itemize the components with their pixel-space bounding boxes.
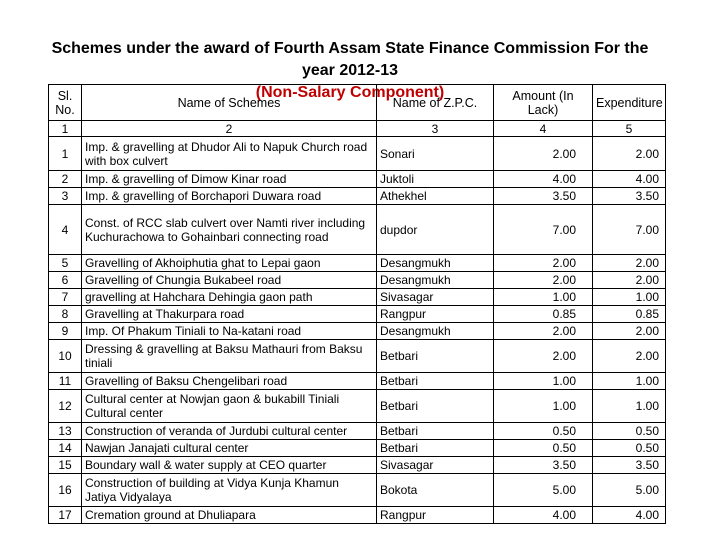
row-amount: 4.00 [494,171,593,188]
row-zpc-name: Sonari [377,137,494,171]
table-row [49,457,666,474]
row-expenditure: 2.00 [593,137,666,171]
document-title-line-1: Schemes under the award of Fourth Assam State Finance Commission For the [51,40,649,57]
row-scheme-name: Imp. & gravelling at Dhudor Ali to Napuk Church road with box culvert [82,137,377,171]
row-zpc-name: Betbari [377,440,494,457]
row-amount: 2.00 [494,137,593,171]
row-expenditure: 0.50 [593,423,666,440]
row-sl-no: 4 [49,205,82,255]
row-expenditure: 2.00 [593,255,666,272]
header-sl-no: Sl. No. [49,85,82,121]
row-sl-no: 10 [49,340,82,373]
row-sl-no: 14 [49,440,82,457]
table-row [49,390,666,423]
row-amount: 1.00 [494,390,593,423]
row-scheme-name: Cultural center at Nowjan gaon & bukabill Tiniali Cultural center [82,390,377,423]
column-number-row [49,121,666,137]
header-row [49,85,666,121]
column-number: 1 [49,121,82,137]
row-zpc-name: Bokota [377,474,494,507]
row-scheme-name: Const. of RCC slab culvert over Namti river including Kuchurachowa to Gohainbari connecting road [82,205,377,255]
table-row [49,423,666,440]
row-scheme-name: Gravelling of Baksu Chengelibari road [82,373,377,390]
header-amount: Amount (In Lack) [494,85,593,121]
row-expenditure: 4.00 [593,171,666,188]
row-amount: 1.00 [494,373,593,390]
row-sl-no: 1 [49,137,82,171]
row-sl-no: 2 [49,171,82,188]
row-expenditure: 2.00 [593,340,666,373]
row-amount: 4.00 [494,507,593,524]
row-expenditure: 2.00 [593,272,666,289]
table-row [49,340,666,373]
row-expenditure: 2.00 [593,323,666,340]
row-sl-no: 17 [49,507,82,524]
row-expenditure: 7.00 [593,205,666,255]
table-row [49,171,666,188]
table-row [49,188,666,205]
row-zpc-name: Rangpur [377,306,494,323]
row-scheme-name: Construction of veranda of Jurdubi cultural center [82,423,377,440]
row-amount: 0.50 [494,423,593,440]
schemes-table [48,84,666,524]
row-sl-no: 5 [49,255,82,272]
row-sl-no: 16 [49,474,82,507]
row-amount: 3.50 [494,188,593,205]
row-expenditure: 1.00 [593,373,666,390]
row-zpc-name: Athekhel [377,188,494,205]
row-sl-no: 13 [49,423,82,440]
row-scheme-name: Gravelling of Chungia Bukabeel road [82,272,377,289]
row-scheme-name: Dressing & gravelling at Baksu Mathauri from Baksu tiniali [82,340,377,373]
row-zpc-name: Betbari [377,390,494,423]
row-amount: 2.00 [494,255,593,272]
row-scheme-name: Imp. & gravelling of Borchapori Duwara road [82,188,377,205]
row-expenditure: 0.85 [593,306,666,323]
header-scheme-name: Name of Schemes [82,85,377,121]
row-amount: 7.00 [494,205,593,255]
row-sl-no: 9 [49,323,82,340]
row-zpc-name: Sivasagar [377,289,494,306]
table-row [49,289,666,306]
row-zpc-name: Rangpur [377,507,494,524]
row-expenditure: 1.00 [593,390,666,423]
table-row [49,272,666,289]
row-zpc-name: Betbari [377,373,494,390]
row-sl-no: 12 [49,390,82,423]
row-amount: 1.00 [494,289,593,306]
row-sl-no: 3 [49,188,82,205]
row-zpc-name: Betbari [377,340,494,373]
table-row [49,137,666,171]
header-zpc: Name of Z.P.C. [377,85,494,121]
table-row [49,205,666,255]
row-scheme-name: Nawjan Janajati cultural center [82,440,377,457]
row-scheme-name: Construction of building at Vidya Kunja Khamun Jatiya Vidyalaya [82,474,377,507]
row-scheme-name: Imp. & gravelling of Dimow Kinar road [82,171,377,188]
row-expenditure: 0.50 [593,440,666,457]
row-sl-no: 7 [49,289,82,306]
column-number: 2 [82,121,377,137]
table-row [49,306,666,323]
column-number: 4 [494,121,593,137]
row-scheme-name: Imp. Of Phakum Tiniali to Na-katani road [82,323,377,340]
table-row [49,507,666,524]
row-zpc-name: dupdor [377,205,494,255]
row-zpc-name: Desangmukh [377,272,494,289]
row-scheme-name: Cremation ground at Dhuliapara [82,507,377,524]
row-amount: 0.85 [494,306,593,323]
row-sl-no: 15 [49,457,82,474]
document-title-line-2: year 2012-13 [301,62,399,79]
row-sl-no: 6 [49,272,82,289]
table-row [49,255,666,272]
row-sl-no: 11 [49,373,82,390]
row-scheme-name: Gravelling at Thakurpara road [82,306,377,323]
table-row [49,373,666,390]
column-number: 5 [593,121,666,137]
row-zpc-name: Sivasagar [377,457,494,474]
row-expenditure: 3.50 [593,188,666,205]
row-zpc-name: Betbari [377,423,494,440]
row-amount: 2.00 [494,323,593,340]
row-amount: 2.00 [494,340,593,373]
row-scheme-name: Gravelling of Akhoiphutia ghat to Lepai gaon [82,255,377,272]
row-amount: 3.50 [494,457,593,474]
document-subtitle: (Non-Salary Component) [255,84,445,101]
row-expenditure: 5.00 [593,474,666,507]
header-expenditure: Expenditure [593,85,666,121]
table-row [49,474,666,507]
column-number: 3 [377,121,494,137]
row-expenditure: 3.50 [593,457,666,474]
row-amount: 5.00 [494,474,593,507]
table-row [49,440,666,457]
row-zpc-name: Desangmukh [377,255,494,272]
row-sl-no: 8 [49,306,82,323]
row-zpc-name: Juktoli [377,171,494,188]
row-amount: 0.50 [494,440,593,457]
row-scheme-name: gravelling at Hahchara Dehingia gaon path [82,289,377,306]
row-expenditure: 1.00 [593,289,666,306]
row-scheme-name: Boundary wall & water supply at CEO quarter [82,457,377,474]
row-amount: 2.00 [494,272,593,289]
table-row [49,323,666,340]
row-expenditure: 4.00 [593,507,666,524]
row-zpc-name: Desangmukh [377,323,494,340]
